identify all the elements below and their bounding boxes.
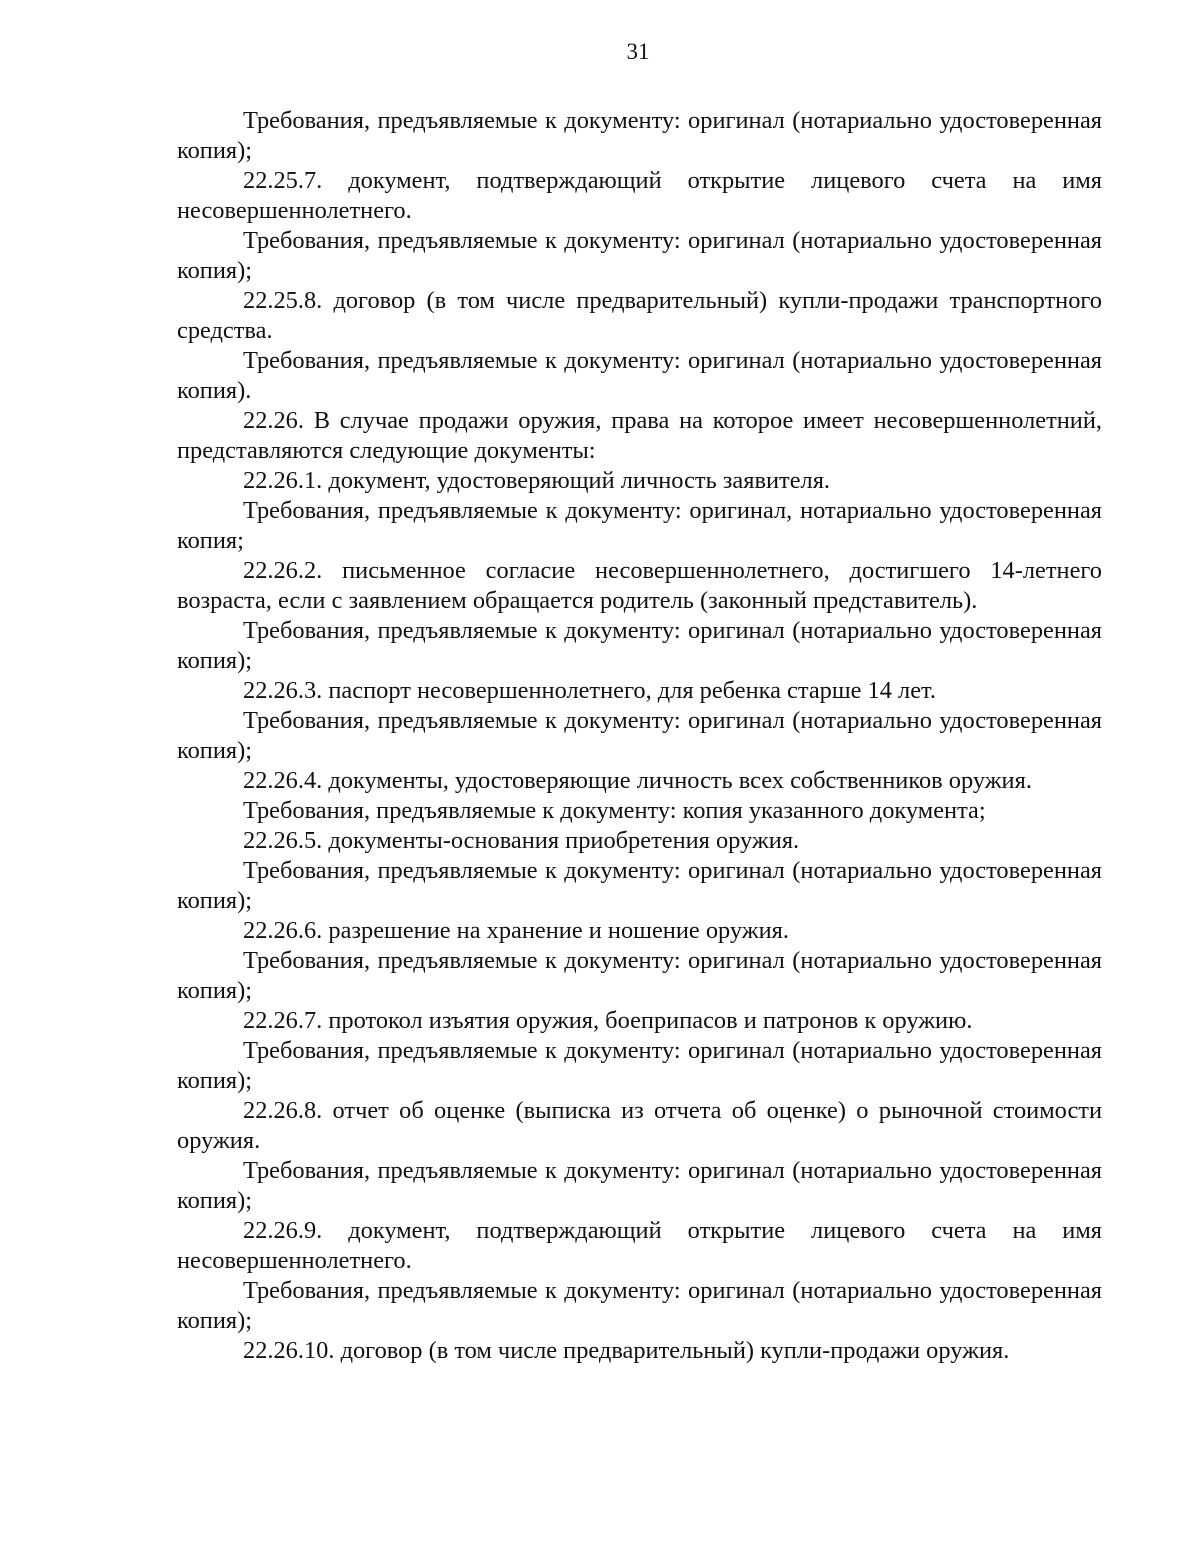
document-body bbox=[177, 106, 1102, 1366]
paragraph: Требования, предъявляемые к документу: оригинал (нотариально удостоверенная копия); bbox=[177, 107, 1102, 164]
paragraph: 22.26.10. договор (в том числе предварительный) купли-продажи оружия. bbox=[243, 1337, 1010, 1364]
paragraph: 22.26.5. документы-основания приобретения оружия. bbox=[243, 827, 800, 854]
paragraph: Требования, предъявляемые к документу: оригинал (нотариально удостоверенная копия). bbox=[177, 347, 1102, 404]
paragraph: 22.25.7. документ, подтверждающий открытие лицевого счета на имя несовершеннолетнего. bbox=[177, 167, 1102, 224]
paragraph: Требования, предъявляемые к документу: копия указанного документа; bbox=[243, 797, 986, 824]
page-number: 31 bbox=[626, 39, 650, 64]
paragraph: 22.26.6. разрешение на хранение и ношение оружия. bbox=[243, 917, 789, 944]
paragraph: Требования, предъявляемые к документу: оригинал (нотариально удостоверенная копия); bbox=[177, 227, 1102, 284]
paragraph: 22.26.8. отчет об оценке (выписка из отчета об оценке) о рыночной стоимости оружия. bbox=[177, 1097, 1102, 1154]
paragraph: 22.26.1. документ, удостоверяющий личность заявителя. bbox=[243, 467, 831, 494]
paragraph: Требования, предъявляемые к документу: оригинал (нотариально удостоверенная копия); bbox=[177, 947, 1102, 1004]
paragraph: 22.26.2. письменное согласие несовершеннолетнего, достигшего 14-летнего возраста, если с заявлением обращается родитель (законный представитель). bbox=[177, 557, 1102, 614]
paragraph: Требования, предъявляемые к документу: оригинал (нотариально удостоверенная копия); bbox=[177, 707, 1102, 764]
paragraph: Требования, предъявляемые к документу: оригинал (нотариально удостоверенная копия); bbox=[177, 1277, 1102, 1334]
paragraph: 22.26.9. документ, подтверждающий открытие лицевого счета на имя несовершеннолетнего. bbox=[177, 1217, 1102, 1274]
paragraph: Требования, предъявляемые к документу: оригинал, нотариально удостоверенная копия; bbox=[177, 497, 1102, 554]
paragraph: 22.26.7. протокол изъятия оружия, боеприпасов и патронов к оружию. bbox=[243, 1007, 973, 1034]
paragraph: 22.26.3. паспорт несовершеннолетнего, для ребенка старше 14 лет. bbox=[243, 677, 936, 704]
paragraph: Требования, предъявляемые к документу: оригинал (нотариально удостоверенная копия); bbox=[177, 1037, 1102, 1094]
paragraph: Требования, предъявляемые к документу: оригинал (нотариально удостоверенная копия); bbox=[177, 1157, 1102, 1214]
paragraph: Требования, предъявляемые к документу: оригинал (нотариально удостоверенная копия); bbox=[177, 857, 1102, 914]
paragraph: 22.26.4. документы, удостоверяющие личность всех собственников оружия. bbox=[243, 767, 1032, 794]
paragraph: 22.25.8. договор (в том числе предварительный) купли-продажи транспортного средства. bbox=[177, 287, 1102, 344]
paragraph: Требования, предъявляемые к документу: оригинал (нотариально удостоверенная копия); bbox=[177, 617, 1102, 674]
paragraph: 22.26. В случае продажи оружия, права на которое имеет несовершеннолетний, представляются следующие документы: bbox=[177, 407, 1102, 464]
